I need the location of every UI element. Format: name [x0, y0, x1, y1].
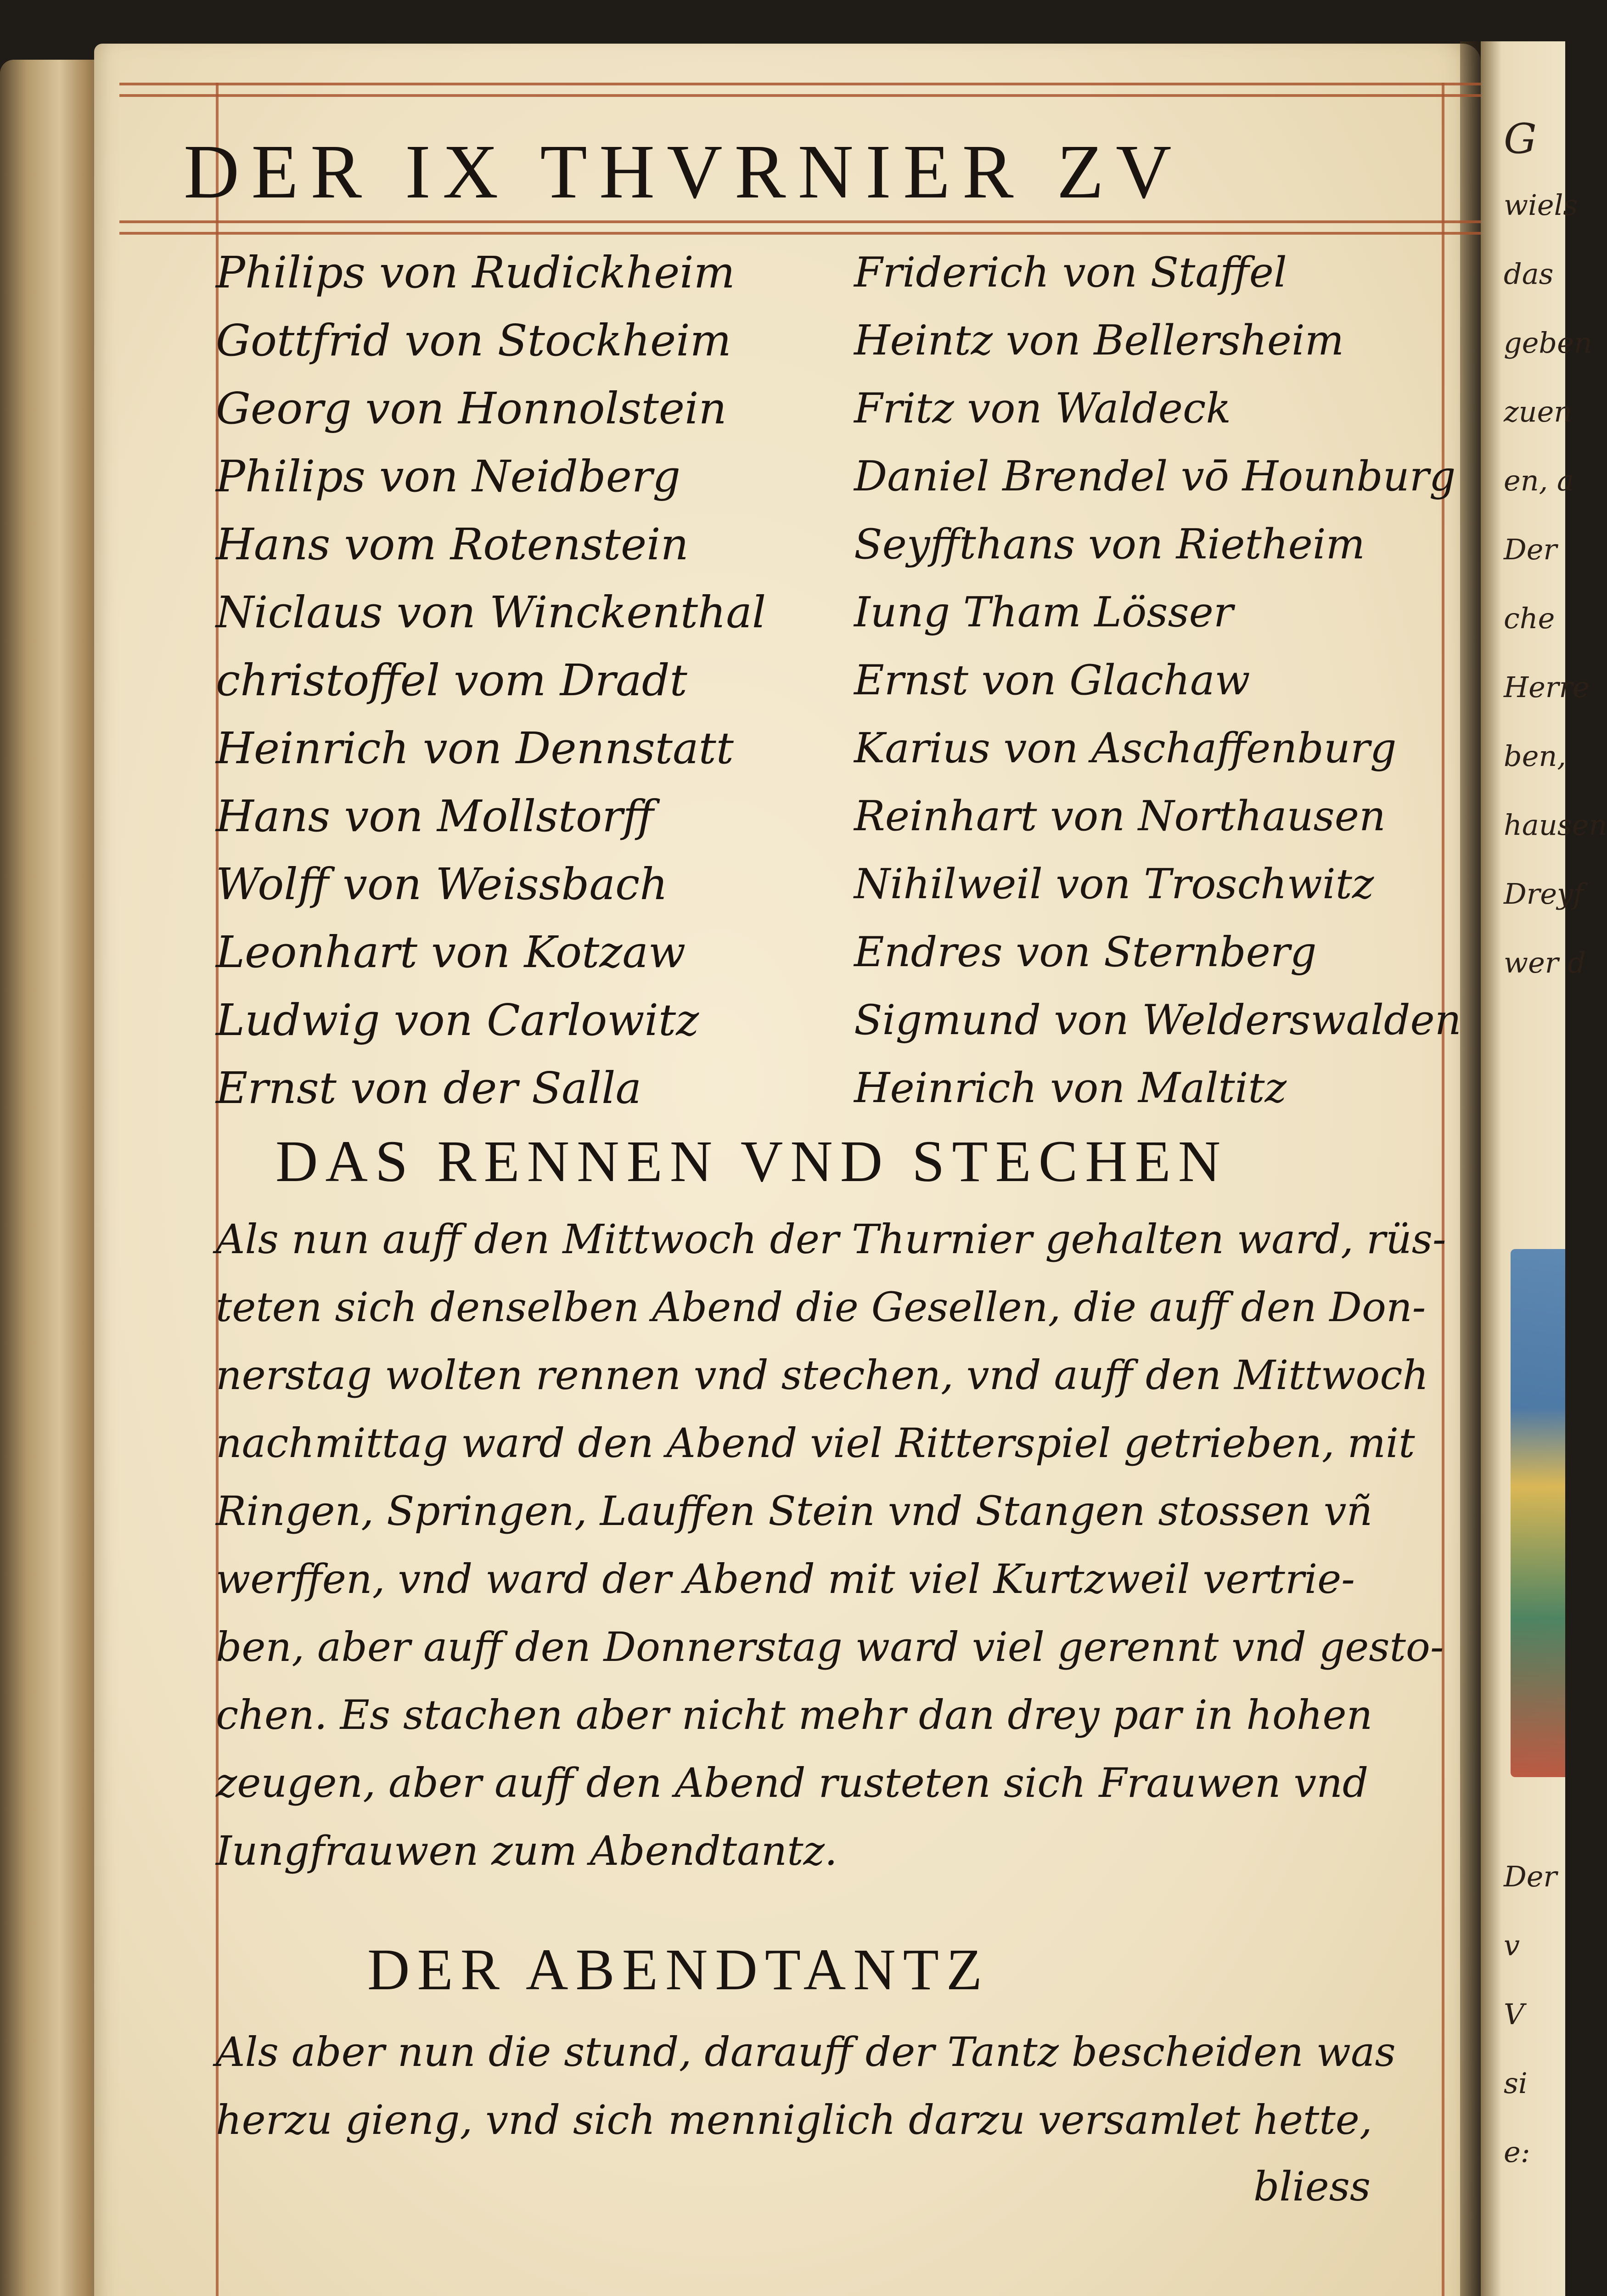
- list-item: Dreyf: [1504, 877, 1584, 911]
- list-item: che: [1504, 602, 1555, 635]
- list-item: Ernst von der Salla: [216, 1063, 642, 1114]
- list-item: ben,: [1504, 739, 1567, 773]
- head-rule: [119, 220, 1492, 223]
- paragraph-evening-dance: [216, 2018, 1455, 2154]
- list-item: christoffel vom Dradt: [216, 655, 687, 706]
- list-item: Ernst von Glachaw: [854, 656, 1250, 704]
- list-item: Leonhart von Kotzaw: [216, 927, 686, 978]
- list-item: Sigmund von Welderswalden: [854, 996, 1461, 1044]
- text-line: zeugen, aber auff den Abend rusteten sich Frauwen vnd: [216, 1759, 1369, 1806]
- list-item: si: [1504, 2066, 1528, 2100]
- list-item: Endres von Sternberg: [854, 928, 1317, 976]
- list-item: Nihilweil von Troschwitz: [854, 860, 1374, 908]
- list-item: Philips von Neidberg: [216, 451, 681, 502]
- list-item: wer d: [1504, 946, 1586, 979]
- gutter-shadow: [1460, 41, 1483, 2296]
- text-line: chen. Es stachen aber nicht mehr dan drey par in hohen: [216, 1691, 1373, 1739]
- list-item: hausen: [1504, 808, 1607, 842]
- list-item: wiels: [1504, 188, 1578, 222]
- list-item: Daniel Brendel vō Hounburg: [854, 452, 1456, 501]
- text-line: nerstag wolten rennen vnd stechen, vnd auff den Mittwoch: [216, 1351, 1429, 1399]
- list-item: Der: [1504, 533, 1557, 566]
- list-item: Gottfrid von Stockheim: [216, 315, 731, 366]
- text-line: teten sich denselben Abend die Gesellen, die auff den Don-: [216, 1283, 1426, 1331]
- list-item: Niclaus von Winckenthal: [216, 587, 766, 638]
- list-item: Ludwig von Carlowitz: [216, 995, 699, 1046]
- list-item: Herre: [1504, 670, 1590, 704]
- list-item: das: [1504, 257, 1554, 291]
- list-item: Heinrich von Dennstatt: [216, 723, 734, 774]
- paragraph-tournament: [216, 1205, 1455, 1885]
- list-item: Karius von Aschaffenburg: [854, 724, 1397, 772]
- section-heading-evening-dance: DER ABENDTANTZ: [367, 1937, 989, 2002]
- list-item: Iung Tham Lösser: [854, 588, 1233, 636]
- top-rule: [119, 83, 1492, 85]
- list-item: v: [1504, 1929, 1520, 1962]
- book-edge: [0, 60, 108, 2296]
- list-item: Fritz von Waldeck: [854, 384, 1231, 433]
- text-line: Als nun auff den Mittwoch der Thurnier gehalten ward, rüs-: [216, 1216, 1446, 1263]
- facing-page-text: [1504, 115, 1607, 1015]
- text-line: nachmittag ward den Abend viel Ritterspiel getrieben, mit: [216, 1419, 1415, 1467]
- list-item: G: [1504, 115, 1537, 163]
- illumination-fragment: [1511, 1249, 1565, 1777]
- text-line: herzu gieng, vnd sich menniglich darzu versamlet hette,: [216, 2096, 1372, 2144]
- names-column-right: [854, 239, 1461, 1122]
- list-item: en, a: [1504, 464, 1574, 497]
- list-item: Heinrich von Maltitz: [854, 1064, 1287, 1112]
- section-heading-tournament: DAS RENNEN VND STECHEN: [275, 1129, 1228, 1194]
- list-item: Hans vom Rotenstein: [216, 519, 689, 570]
- list-item: Philips von Rudickheim: [216, 248, 735, 298]
- list-item: V: [1504, 1998, 1524, 2031]
- list-item: Georg von Honnolstein: [216, 383, 727, 434]
- list-item: e:: [1504, 2135, 1530, 2169]
- head-rule-inner: [119, 232, 1492, 235]
- list-item: Der: [1504, 1860, 1557, 1893]
- list-item: Reinhart von Northausen: [854, 792, 1386, 840]
- list-item: Friderich von Staffel: [854, 248, 1287, 297]
- list-item: Heintz von Bellersheim: [854, 316, 1344, 365]
- text-line: Iungfrauwen zum Abendtantz.: [216, 1827, 837, 1874]
- catchword: bliess: [1253, 2163, 1371, 2210]
- text-line: ben, aber auff den Donnerstag ward viel gerennt vnd gesto-: [216, 1623, 1444, 1671]
- text-line: Als aber nun die stund, darauff der Tantz bescheiden was: [216, 2028, 1396, 2076]
- text-line: Ringen, Springen, Lauffen Stein vnd Stangen stossen vñ: [216, 1487, 1373, 1535]
- list-item: Hans von Mollstorff: [216, 791, 654, 842]
- text-line: werffen, vnd ward der Abend mit viel Kurtzweil vertrie-: [216, 1555, 1355, 1603]
- list-item: zuen: [1504, 395, 1573, 428]
- list-item: Wolff von Weissbach: [216, 859, 668, 910]
- running-head: DER IX THVRNIER ZV: [184, 129, 1184, 214]
- names-column-left: [216, 239, 766, 1122]
- top-rule-inner: [119, 94, 1492, 97]
- list-item: Seyffthans von Rietheim: [854, 520, 1365, 568]
- facing-page-text-lower: [1504, 1860, 1557, 2204]
- list-item: geben: [1504, 326, 1592, 360]
